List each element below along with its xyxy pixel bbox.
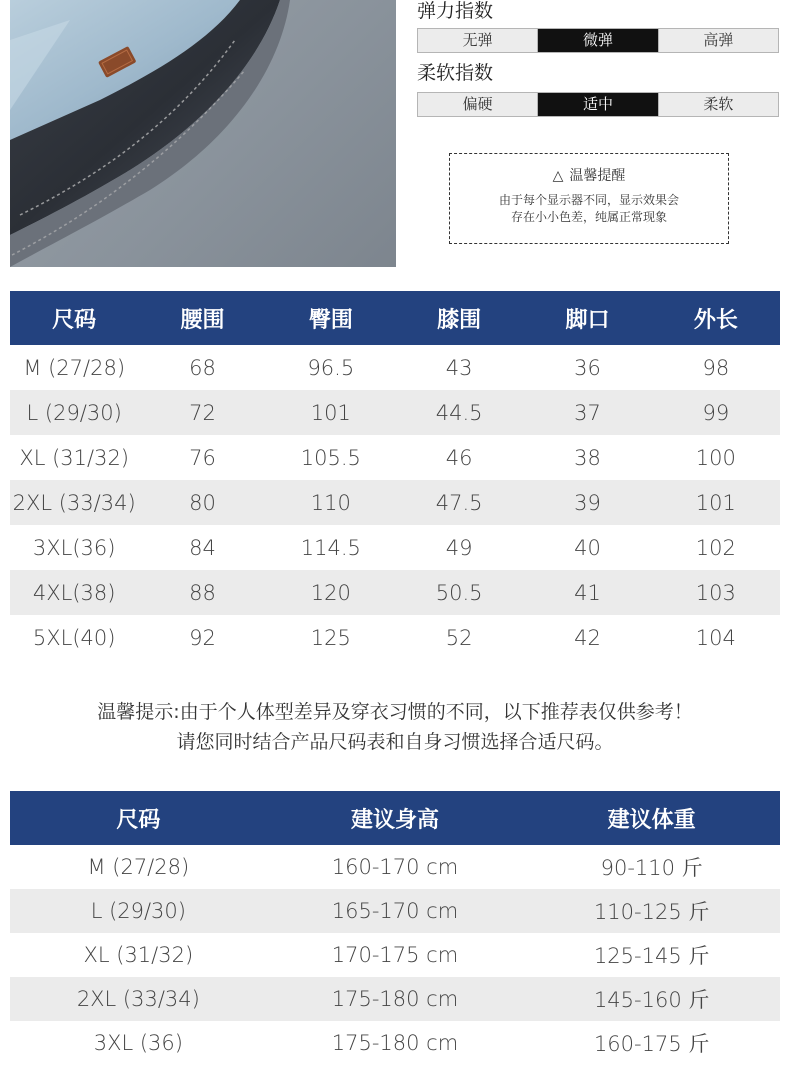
table-cell: 170-175 cm — [331, 943, 459, 967]
notice-title: 温馨提醒 — [569, 168, 626, 184]
table-cell: 125 — [310, 625, 351, 650]
notice-line: 由于每个显示器不同，显示效果会 — [498, 193, 679, 207]
softness-option-selected: 适中 — [538, 93, 658, 116]
table-cell: 38 — [574, 445, 601, 470]
table-row — [10, 435, 780, 480]
table-row — [10, 615, 780, 660]
table-cell: 105.5 — [300, 445, 361, 470]
table-cell: 76 — [189, 445, 216, 470]
table-cell: 47.5 — [395, 480, 523, 525]
notice-body — [450, 192, 728, 226]
header-weight: 建议体重 — [523, 791, 780, 845]
jeans-illustration — [10, 0, 396, 267]
elasticity-option: 无弹 — [418, 29, 538, 52]
header-height: 建议身高 — [267, 791, 524, 845]
table-cell: 37 — [523, 390, 651, 435]
notice-title-row — [450, 166, 728, 186]
table-cell: 92 — [189, 625, 216, 650]
table-cell: M (27/28) — [87, 855, 190, 879]
table-cell: 104 — [695, 625, 736, 650]
table-cell: 42 — [574, 625, 601, 650]
table-cell: 4XL(38) — [10, 570, 138, 615]
softness-option: 偏硬 — [418, 93, 538, 116]
table-cell: 3XL(36) — [32, 535, 116, 560]
header-size: 尺码 — [10, 291, 138, 345]
table-cell: 125-145 斤 — [593, 944, 710, 968]
header-knee: 膝围 — [395, 291, 523, 345]
warning-triangle-icon: △ — [552, 168, 564, 184]
table-cell: 100 — [695, 445, 736, 470]
elasticity-scale — [417, 28, 779, 53]
table-row — [10, 1021, 780, 1065]
table-row — [10, 845, 780, 889]
table-cell: 40 — [574, 535, 601, 560]
table-cell: 120 — [267, 570, 395, 615]
table-cell: 160-170 cm — [331, 855, 459, 879]
table-cell: 2XL (33/34) — [10, 480, 138, 525]
notice-line: 存在小小色差，纯属正常现象 — [510, 210, 667, 224]
softness-option: 柔软 — [703, 95, 734, 113]
table-cell: 98 — [702, 355, 730, 380]
header-hip: 臀围 — [267, 291, 395, 345]
recommend-table-header — [10, 791, 780, 845]
header-waist: 腰围 — [138, 291, 266, 345]
table-cell: 41 — [523, 570, 651, 615]
elasticity-option: 高弹 — [703, 31, 734, 49]
table-cell: 5XL(40) — [32, 625, 116, 650]
table-cell: 110-125 斤 — [523, 889, 780, 933]
table-cell: 165-170 cm — [267, 889, 524, 933]
size-table-header — [10, 291, 780, 345]
table-cell: 101 — [267, 390, 395, 435]
table-cell: 90-110 斤 — [600, 856, 703, 880]
table-cell: 80 — [138, 480, 266, 525]
table-cell: 175-180 cm — [331, 1031, 459, 1055]
tip-line: 温馨提示:由于个人体型差异及穿衣习惯的不同，以下推荐表仅供参考！ — [97, 701, 693, 723]
size-table — [10, 291, 780, 660]
elasticity-label: 弹力指数 — [417, 0, 494, 22]
header-leg-opening: 脚口 — [523, 291, 651, 345]
table-cell: XL (31/32) — [83, 943, 194, 967]
table-cell: L (29/30) — [10, 390, 138, 435]
table-cell: 44.5 — [395, 390, 523, 435]
table-cell: 43 — [445, 355, 473, 380]
table-cell: 160-175 斤 — [593, 1032, 710, 1056]
table-cell: 102 — [695, 535, 736, 560]
table-row — [10, 345, 780, 390]
table-cell: 52 — [445, 625, 473, 650]
tip-line: 请您同时结合产品尺码表和自身习惯选择合适尺码。 — [176, 731, 614, 753]
table-cell: 3XL (36) — [93, 1031, 183, 1055]
table-cell: 49 — [445, 535, 473, 560]
softness-label: 柔软指数 — [417, 62, 494, 84]
header-size: 尺码 — [10, 791, 267, 845]
table-cell: 50.5 — [395, 570, 523, 615]
table-cell: L (29/30) — [10, 889, 267, 933]
table-cell: 96.5 — [307, 355, 355, 380]
notice-box — [449, 153, 729, 244]
table-cell: 110 — [267, 480, 395, 525]
table-cell: 36 — [574, 355, 601, 380]
table-row — [10, 390, 780, 435]
table-cell: 114.5 — [300, 535, 361, 560]
table-cell: 145-160 斤 — [523, 977, 780, 1021]
elasticity-option-selected: 微弹 — [538, 29, 658, 52]
table-row — [10, 889, 780, 933]
table-row — [10, 570, 780, 615]
table-cell: 39 — [523, 480, 651, 525]
table-cell: 84 — [189, 535, 216, 560]
table-cell: 99 — [652, 390, 780, 435]
table-row — [10, 933, 780, 977]
recommend-table — [10, 791, 780, 1065]
table-cell: 175-180 cm — [267, 977, 524, 1021]
product-photo — [10, 0, 396, 267]
table-cell: XL (31/32) — [19, 445, 129, 470]
table-cell: 103 — [652, 570, 780, 615]
table-cell: 46 — [445, 445, 473, 470]
softness-scale — [417, 92, 779, 117]
table-row — [10, 977, 780, 1021]
table-cell: 88 — [138, 570, 266, 615]
table-cell: M (27/28) — [23, 355, 126, 380]
table-cell: 2XL (33/34) — [10, 977, 267, 1021]
header-outseam: 外长 — [652, 291, 780, 345]
table-cell: 101 — [652, 480, 780, 525]
table-row — [10, 525, 780, 570]
table-cell: 68 — [189, 355, 216, 380]
table-cell: 72 — [138, 390, 266, 435]
table-row — [10, 480, 780, 525]
